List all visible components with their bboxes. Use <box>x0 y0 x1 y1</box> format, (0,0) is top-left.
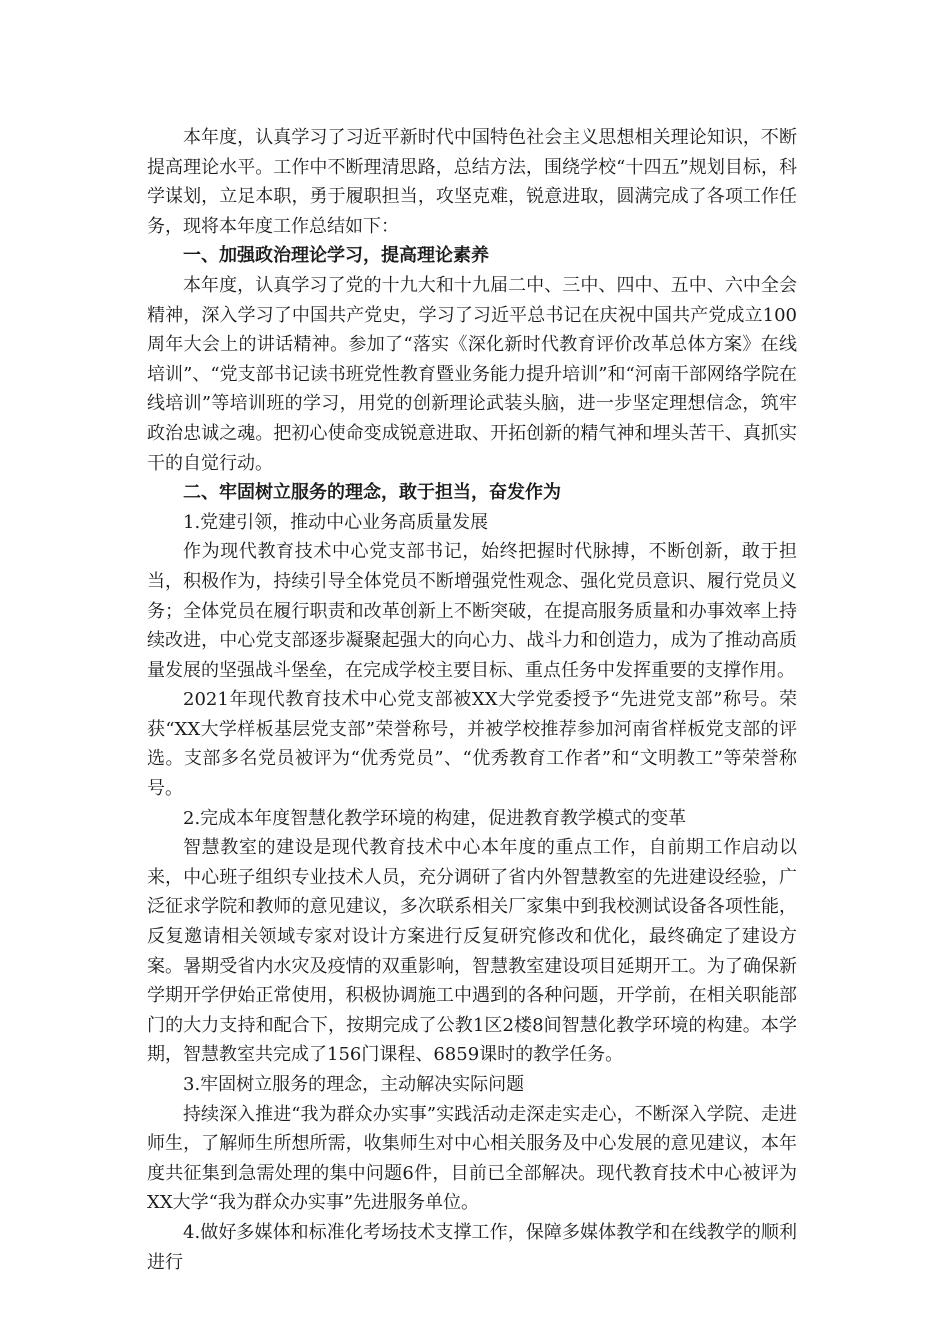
section-heading-1: 一、加强政治理论学习，提高理论素养 <box>183 245 489 267</box>
paragraph-smart-classroom: 智慧教室的建设是现代教育技术中心本年度的重点工作，自前期工作启动以来，中心班子组织专业技术人员，充分调研了省内外智慧教室的先进建设经验，广泛征求学院和教师的意见建议，多次联系相关厂家集中到我校测试设备各项性能，反复邀请相关领域专家对设计方案进行反复研究修改和优化，最终确定了建设方案。暑期受省内水灾及疫情的双重影响，智慧教室建设项目延期开工。为了确保新学期开学伊始正常使用，积极协调施工中遇到的各种问题，开学前，在相关职能部门的大力支持和配合下，按期完成了公教1区2楼8间智慧化教学环境的构建。本学期，智慧教室共完成了156门课程、6859课时的教学任务。 <box>147 837 797 1066</box>
paragraph-theory-study: 本年度，认真学习了党的十九大和十九届二中、三中、四中、五中、六中全会精神，深入学习了中国共产党史，学习了习近平总书记在庆祝中国共产党成立100周年大会上的讲话精神。参加了“落实《深化新时代教育评价改革总体方案》在线培训”、“党支部书记读书班党性教育暨业务能力提升培训”和“河南干部网络学院在线培训”等培训班的学习，用党的创新理论武装头脑，进一步坚定理想信念，筑牢政治忠诚之魂。把初心使命变成锐意进取、开拓创新的精气神和埋头苦干、真抓实干的自觉行动。 <box>147 274 797 474</box>
paragraph-intro: 本年度，认真学习了习近平新时代中国特色社会主义思想相关理论知识，不断提高理论水平。工作中不断理清思路，总结方法，围绕学校“十四五”规划目标，科学谋划，立足本职，勇于履职担当，攻坚克难，锐意进取，圆满完成了各项工作任务，现将本年度工作总结如下： <box>147 127 797 237</box>
subheading-party-building: 1.党建引领，推动中心业务高质量发展 <box>183 511 489 533</box>
paragraph-party-secretary: 作为现代教育技术中心党支部书记，始终把握时代脉搏，不断创新，敢于担当，积极作为，持续引导全体党员不断增强党性观念、强化党员意识、履行党员义务；全体党员在履行职责和改革创新上不断突破，在提高服务质量和办事效率上持续改进，中心党支部逐步凝聚起强大的向心力、战斗力和创造力，成为了推动高质量发展的坚强战斗堡垒，在完成学校主要目标、重点任务中发挥重要的支撑作用。 <box>147 541 797 681</box>
document-body <box>147 123 797 1277</box>
subheading-service: 3.牢固树立服务的理念，主动解决实际问题 <box>183 1074 525 1095</box>
paragraph-service: 持续深入推进“我为群众办实事”实践活动走深走实走心，不断深入学院、走进师生，了解师生所想所需，收集师生对中心相关服务及中心发展的意见建议，本年度共征集到急需处理的集中问题6件，目前已全部解决。现代教育技术中心被评为XX大学“我为群众办实事”先进服务单位。 <box>147 1103 797 1214</box>
subheading-smart-classroom: 2.完成本年度智慧化教学环境的构建，促进教育教学模式的变革 <box>183 807 687 829</box>
section-heading-2: 二、牢固树立服务的理念，敢于担当，奋发作为 <box>183 482 561 504</box>
paragraph-honors: 2021年现代教育技术中心党支部被XX大学党委授予“先进党支部”称号。荣获“XX大学样板基层党支部”荣誉称号，并被学校推荐参加河南省样板党支部的评选。支部多名党员被评为“优秀党员”、“优秀教育工作者”和“文明教工”等荣誉称号。 <box>147 689 797 800</box>
subheading-multimedia: 4.做好多媒体和标准化考场技术支撑工作，保障多媒体教学和在线教学的顺利进行 <box>147 1221 797 1273</box>
